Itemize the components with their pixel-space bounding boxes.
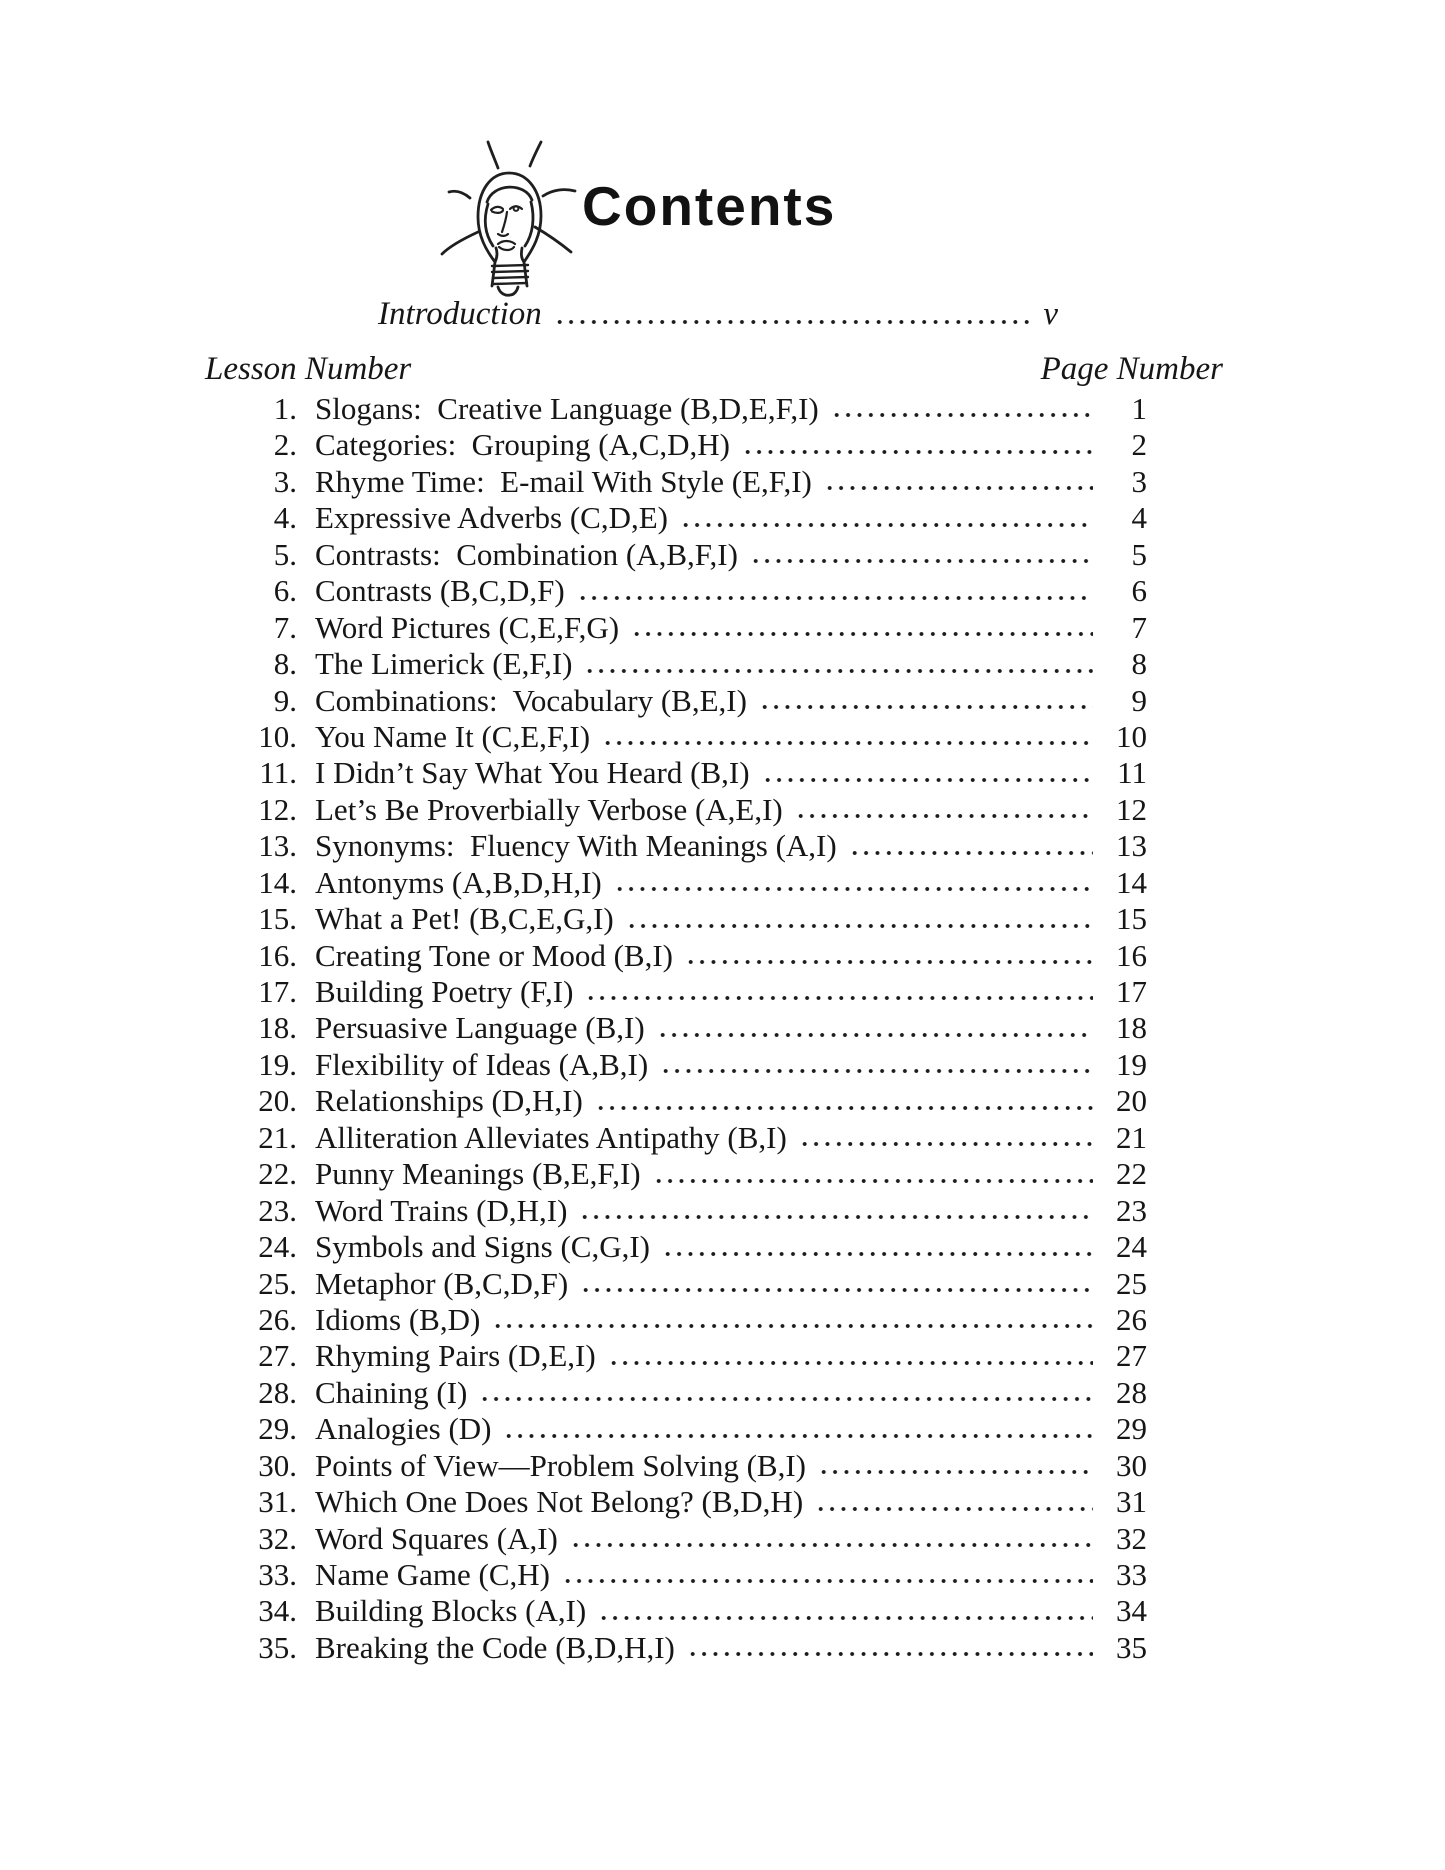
dot-leader <box>578 1266 1093 1302</box>
lesson-title: Analogies (D) <box>315 1411 492 1447</box>
lesson-title: Metaphor (B,C,D,F) <box>315 1265 569 1301</box>
column-headers <box>205 349 1223 389</box>
lesson-title: Contrasts: Combination (A,B,F,I) <box>315 536 738 572</box>
lesson-number: 2. <box>273 427 297 463</box>
toc-entry <box>205 1266 1147 1302</box>
entry-page-number: 25 <box>1116 1265 1147 1301</box>
toc-entry <box>205 1557 1147 1593</box>
page-number-column-header: Page Number <box>1040 351 1223 387</box>
lesson-number: 7. <box>273 609 297 645</box>
toc-entry <box>205 683 1147 719</box>
lesson-number: 18. <box>258 1010 297 1046</box>
lesson-title: Alliteration Alleviates Antipathy (B,I) <box>315 1119 787 1155</box>
dot-leader <box>678 500 1093 536</box>
entry-page-number: 33 <box>1116 1557 1147 1592</box>
toc-entry <box>205 427 1147 463</box>
dot-leader <box>575 573 1093 609</box>
lesson-number: 28. <box>258 1374 297 1410</box>
entry-page-number: 1 <box>1131 391 1147 426</box>
lesson-title: Word Squares (A,I) <box>315 1520 558 1556</box>
lightbulb-face-icon <box>440 138 580 298</box>
lesson-title: Rhyming Pairs (D,E,I) <box>315 1338 596 1374</box>
dot-leader <box>490 1302 1093 1338</box>
lesson-title: Contrasts (B,C,D,F) <box>315 573 565 609</box>
lesson-title: You Name It (C,E,F,I) <box>315 718 591 754</box>
dot-leader <box>568 1521 1093 1557</box>
dot-leader <box>660 1229 1093 1265</box>
toc-entry <box>205 828 1147 864</box>
entry-page-number: 14 <box>1116 864 1147 900</box>
lesson-title: Persuasive Language (B,I) <box>315 1010 645 1046</box>
dot-leader <box>577 1193 1093 1229</box>
lesson-number: 19. <box>258 1046 297 1082</box>
toc-entry <box>205 1484 1147 1520</box>
dot-leader <box>813 1484 1093 1520</box>
lesson-title: Slogans: Creative Language (B,D,E,F,I) <box>315 391 819 426</box>
toc-entry <box>205 865 1147 901</box>
toc-entry <box>205 974 1147 1010</box>
toc-entry <box>205 1338 1147 1374</box>
toc-entry <box>205 500 1147 536</box>
lesson-title: Let’s Be Proverbially Verbose (A,E,I) <box>315 791 783 827</box>
lesson-title: Creating Tone or Mood (B,I) <box>315 937 673 973</box>
dot-leader <box>593 1083 1093 1119</box>
lesson-title: What a Pet! (B,C,E,G,I) <box>315 901 614 937</box>
lesson-number: 1. <box>273 391 297 426</box>
lesson-number: 12. <box>258 791 297 827</box>
lesson-title: The Limerick (E,F,I) <box>315 646 573 682</box>
lesson-number: 17. <box>258 974 297 1009</box>
entry-page-number: 34 <box>1116 1593 1147 1629</box>
toc-entry <box>205 1593 1147 1629</box>
entry-page-number: 19 <box>1116 1046 1147 1082</box>
entry-page-number: 27 <box>1116 1338 1147 1374</box>
dot-leader <box>560 1557 1093 1593</box>
entry-page-number: 20 <box>1116 1083 1147 1119</box>
dot-leader <box>793 792 1093 828</box>
lesson-number: 20. <box>258 1083 297 1119</box>
dot-leader <box>760 755 1093 791</box>
dot-leader <box>655 1010 1093 1046</box>
dot-leader <box>740 427 1093 463</box>
toc-entry <box>205 792 1147 828</box>
dot-leader <box>683 938 1093 974</box>
lesson-title: Word Trains (D,H,I) <box>315 1192 568 1228</box>
entry-page-number: 4 <box>1131 500 1147 536</box>
lesson-number: 6. <box>273 573 297 609</box>
toc-entry <box>205 755 1147 791</box>
lesson-number: 15. <box>258 901 297 937</box>
entry-page-number: 2 <box>1131 427 1147 463</box>
introduction-entry <box>378 294 1058 334</box>
introduction-label: Introduction <box>378 296 542 332</box>
toc-entry <box>205 1630 1147 1666</box>
dot-leader <box>847 828 1093 864</box>
page-title: Contents <box>582 175 837 237</box>
entry-page-number: 29 <box>1116 1411 1147 1447</box>
lesson-number: 11. <box>259 755 297 791</box>
lesson-title: Flexibility of Ideas (A,B,I) <box>315 1046 649 1082</box>
introduction-page-number: v <box>1043 296 1058 332</box>
lesson-number: 30. <box>258 1447 297 1483</box>
toc-entry <box>205 1083 1147 1119</box>
entry-page-number: 28 <box>1116 1374 1147 1410</box>
lesson-title: Symbols and Signs (C,G,I) <box>315 1229 650 1265</box>
entry-page-number: 13 <box>1116 828 1147 864</box>
dot-leader <box>757 683 1093 719</box>
lesson-number: 13. <box>258 828 297 864</box>
dot-leader <box>596 1593 1093 1629</box>
lesson-title: Combinations: Vocabulary (B,E,I) <box>315 682 747 718</box>
lesson-number: 9. <box>273 682 297 718</box>
toc-entry <box>205 1375 1147 1411</box>
lesson-number-column-header: Lesson Number <box>205 351 412 387</box>
toc-entry <box>205 1411 1147 1447</box>
dot-leader <box>629 610 1093 646</box>
lesson-number: 5. <box>273 536 297 572</box>
lesson-title: I Didn’t Say What You Heard (B,I) <box>315 755 750 791</box>
lesson-number: 32. <box>258 1520 297 1556</box>
lesson-title: Building Blocks (A,I) <box>315 1593 587 1629</box>
lesson-number: 4. <box>273 500 297 536</box>
dot-leader <box>829 391 1093 427</box>
entry-page-number: 11 <box>1117 755 1147 791</box>
entry-page-number: 3 <box>1131 463 1147 499</box>
lesson-number: 14. <box>258 864 297 900</box>
entry-page-number: 18 <box>1116 1010 1147 1046</box>
lesson-number: 21. <box>258 1119 297 1155</box>
entry-page-number: 6 <box>1131 573 1147 609</box>
lesson-number: 26. <box>258 1301 297 1337</box>
dot-leader <box>582 646 1093 682</box>
toc-entry <box>205 719 1147 755</box>
toc-entry <box>205 391 1147 427</box>
dot-leader <box>501 1411 1093 1447</box>
toc-entry <box>205 938 1147 974</box>
toc-entry <box>205 1010 1147 1046</box>
lesson-number: 23. <box>258 1192 297 1228</box>
entry-page-number: 31 <box>1116 1484 1147 1520</box>
lesson-number: 8. <box>273 646 297 682</box>
toc-entry <box>205 1120 1147 1156</box>
toc-entry <box>205 1156 1147 1192</box>
toc-list <box>205 391 1147 1666</box>
entry-page-number: 23 <box>1116 1192 1147 1228</box>
dot-leader <box>822 464 1093 500</box>
entry-page-number: 22 <box>1116 1156 1147 1192</box>
lesson-title: Breaking the Code (B,D,H,I) <box>315 1629 675 1665</box>
toc-entry <box>205 1521 1147 1557</box>
entry-page-number: 12 <box>1116 791 1147 827</box>
dot-leader <box>651 1156 1093 1192</box>
dot-leader <box>477 1375 1093 1411</box>
lesson-number: 3. <box>273 463 297 499</box>
dot-leader <box>816 1448 1093 1484</box>
dot-leader <box>583 974 1093 1010</box>
lesson-title: Which One Does Not Belong? (B,D,H) <box>315 1484 804 1520</box>
lesson-title: Expressive Adverbs (C,D,E) <box>315 500 668 536</box>
toc-entry <box>205 1229 1147 1265</box>
toc-entry <box>205 1193 1147 1229</box>
entry-page-number: 32 <box>1116 1520 1147 1556</box>
entry-page-number: 8 <box>1131 646 1147 682</box>
toc-entry <box>205 1302 1147 1338</box>
lesson-number: 24. <box>258 1229 297 1265</box>
entry-page-number: 21 <box>1116 1119 1147 1155</box>
toc-entry <box>205 646 1147 682</box>
lesson-title: Word Pictures (C,E,F,G) <box>315 609 620 645</box>
lesson-title: Points of View—Problem Solving (B,I) <box>315 1447 806 1483</box>
toc-entry <box>205 1047 1147 1083</box>
lesson-number: 25. <box>258 1265 297 1301</box>
lesson-title: Building Poetry (F,I) <box>315 974 574 1009</box>
lesson-title: Punny Meanings (B,E,F,I) <box>315 1156 641 1192</box>
lesson-number: 29. <box>258 1411 297 1447</box>
dot-leader <box>612 865 1093 901</box>
lesson-number: 10. <box>258 718 297 754</box>
entry-page-number: 5 <box>1131 536 1147 572</box>
dot-leader <box>600 719 1093 755</box>
entry-page-number: 26 <box>1116 1301 1147 1337</box>
lesson-title: Name Game (C,H) <box>315 1557 550 1592</box>
entry-page-number: 10 <box>1116 718 1147 754</box>
lesson-number: 27. <box>258 1338 297 1374</box>
lesson-number: 31. <box>258 1484 297 1520</box>
entry-page-number: 16 <box>1116 937 1147 973</box>
dot-leader <box>685 1630 1093 1666</box>
entry-page-number: 35 <box>1116 1629 1147 1665</box>
toc-entry <box>205 1448 1147 1484</box>
entry-page-number: 15 <box>1116 901 1147 937</box>
entry-page-number: 17 <box>1116 974 1147 1009</box>
toc-entry <box>205 901 1147 937</box>
lesson-title: Relationships (D,H,I) <box>315 1083 583 1119</box>
entry-page-number: 7 <box>1131 609 1147 645</box>
lesson-number: 34. <box>258 1593 297 1629</box>
entry-page-number: 9 <box>1131 682 1147 718</box>
dot-leader <box>552 294 1034 334</box>
toc-entry <box>205 610 1147 646</box>
lesson-title: Synonyms: Fluency With Meanings (A,I) <box>315 828 837 864</box>
toc-entry <box>205 537 1147 573</box>
toc-entry <box>205 464 1147 500</box>
dot-leader <box>624 901 1093 937</box>
entry-page-number: 24 <box>1116 1229 1147 1265</box>
lesson-title: Categories: Grouping (A,C,D,H) <box>315 427 730 463</box>
lesson-title: Rhyme Time: E-mail With Style (E,F,I) <box>315 463 812 499</box>
entry-page-number: 30 <box>1116 1447 1147 1483</box>
lesson-title: Idioms (B,D) <box>315 1301 481 1337</box>
toc-entry <box>205 573 1147 609</box>
dot-leader <box>606 1338 1093 1374</box>
lesson-number: 22. <box>258 1156 297 1192</box>
lesson-number: 16. <box>258 937 297 973</box>
dot-leader <box>658 1047 1093 1083</box>
lesson-title: Antonyms (A,B,D,H,I) <box>315 864 602 900</box>
lesson-number: 35. <box>258 1629 297 1665</box>
dot-leader <box>797 1120 1093 1156</box>
lesson-title: Chaining (I) <box>315 1374 468 1410</box>
dot-leader <box>748 537 1093 573</box>
lesson-number: 33. <box>258 1557 297 1592</box>
